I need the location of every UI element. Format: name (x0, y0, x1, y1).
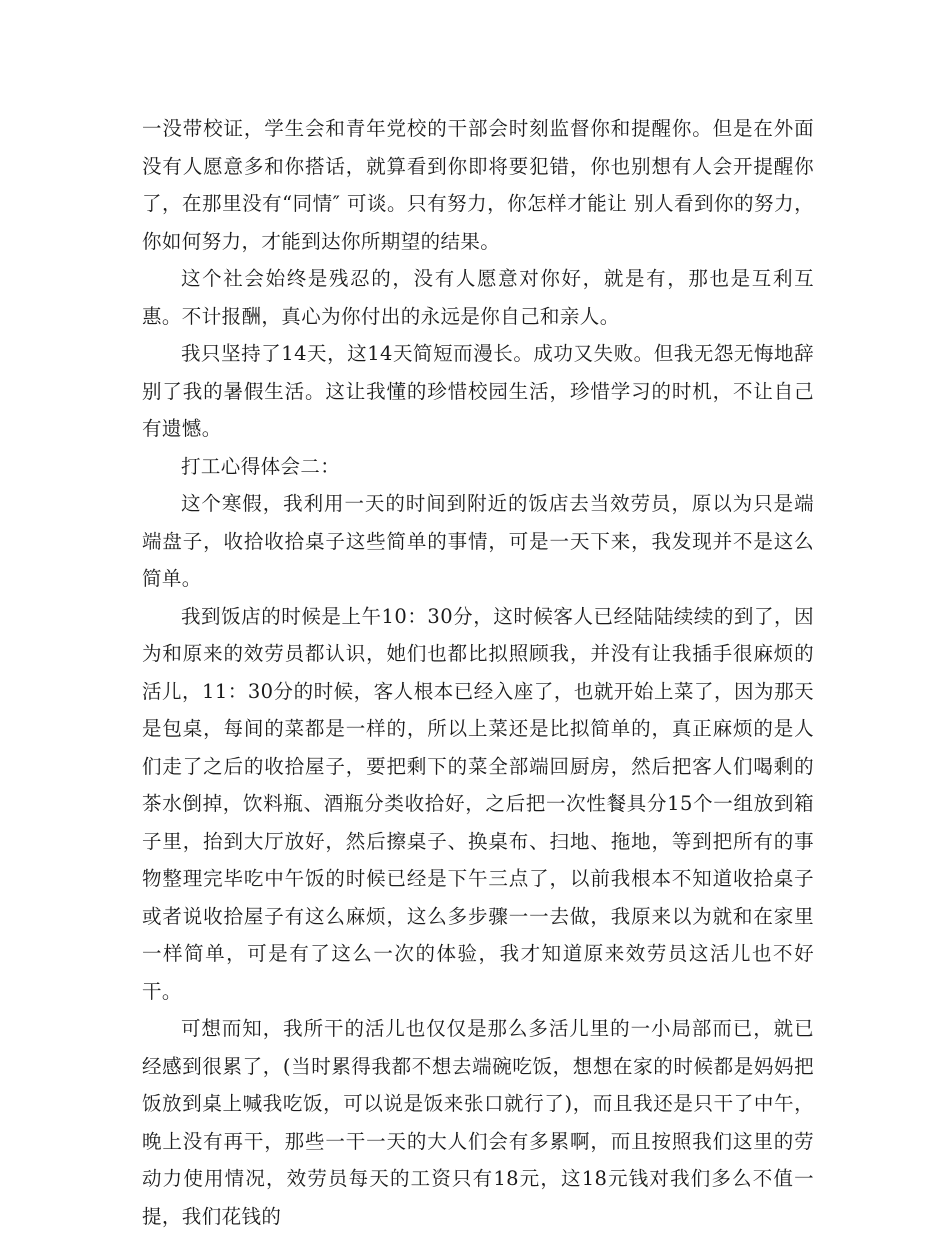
article-body (142, 110, 814, 1235)
paragraph-5: 这个寒假，我利用一天的时间到附近的饭店去当效劳员，原以为只是端端盘子，收拾收拾桌子这些简单的事情，可是一天下来，我发现并不是这么简单。 (142, 492, 814, 590)
paragraph-7: 可想而知，我所干的活儿也仅仅是那么多活儿里的一小局部而已，就已经感到很累了，(当时累得我都不想去端碗吃饭，想想在家的时候都是妈妈把饭放到桌上喊我吃饭，可以说是饭来张口就行了)，而且我还是只干了中午，晚上没有再干，那些一干一天的大人们会有多累啊，而且按照我们这里的劳动力使用情况，效劳员每天的工资只有18元，这18元钱对我们多么不值一提，我们花钱的 (142, 1017, 814, 1228)
paragraph-2: 这个社会始终是残忍的，没有人愿意对你好，就是有，那也是互利互惠。不计报酬，真心为你付出的永远是你自己和亲人。 (142, 267, 814, 328)
paragraph-1: 一没带校证，学生会和青年党校的干部会时刻监督你和提醒你。但是在外面没有人愿意多和你搭话，就算看到你即将要犯错，你也别想有人会开提醒你了，在那里没有“同情″ 可谈。只有努力，你怎样才能让 别人看到你的努力，你如何努力，才能到达你所期望的结果。 (142, 117, 814, 253)
section-heading: 打工心得体会二： (181, 454, 341, 478)
paragraph-3: 我只坚持了14天，这14天简短而漫长。成功又失败。但我无怨无悔地辞别了我的暑假生活。这让我懂的珍惜校园生活，珍惜学习的时机，不让自己有遗憾。 (142, 342, 814, 440)
paragraph-6: 我到饭店的时候是上午10：30分，这时候客人已经陆陆续续的到了，因为和原来的效劳员都认识，她们也都比拟照顾我，并没有让我插手很麻烦的活儿，11：30分的时候，客人根本已经入座了，也就开始上菜了，因为那天是包桌，每间的菜都是一样的，所以上菜还是比拟简单的，真正麻烦的是人们走了之后的收拾屋子，要把剩下的菜全部端回厨房，然后把客人们喝剩的茶水倒掉，饮料瓶、酒瓶分类收拾好，之后把一次性餐具分15个一组放到箱子里，抬到大厅放好，然后擦桌子、换桌布、扫地、拖地，等到把所有的事物整理完毕吃中午饭的时候已经是下午三点了，以前我根本不知道收拾桌子或者说收拾屋子有这么麻烦，这么多步骤一一去做，我原来以为就和在家里一样简单，可是有了这么一次的体验，我才知道原来效劳员这活儿也不好干。 (142, 604, 814, 1003)
